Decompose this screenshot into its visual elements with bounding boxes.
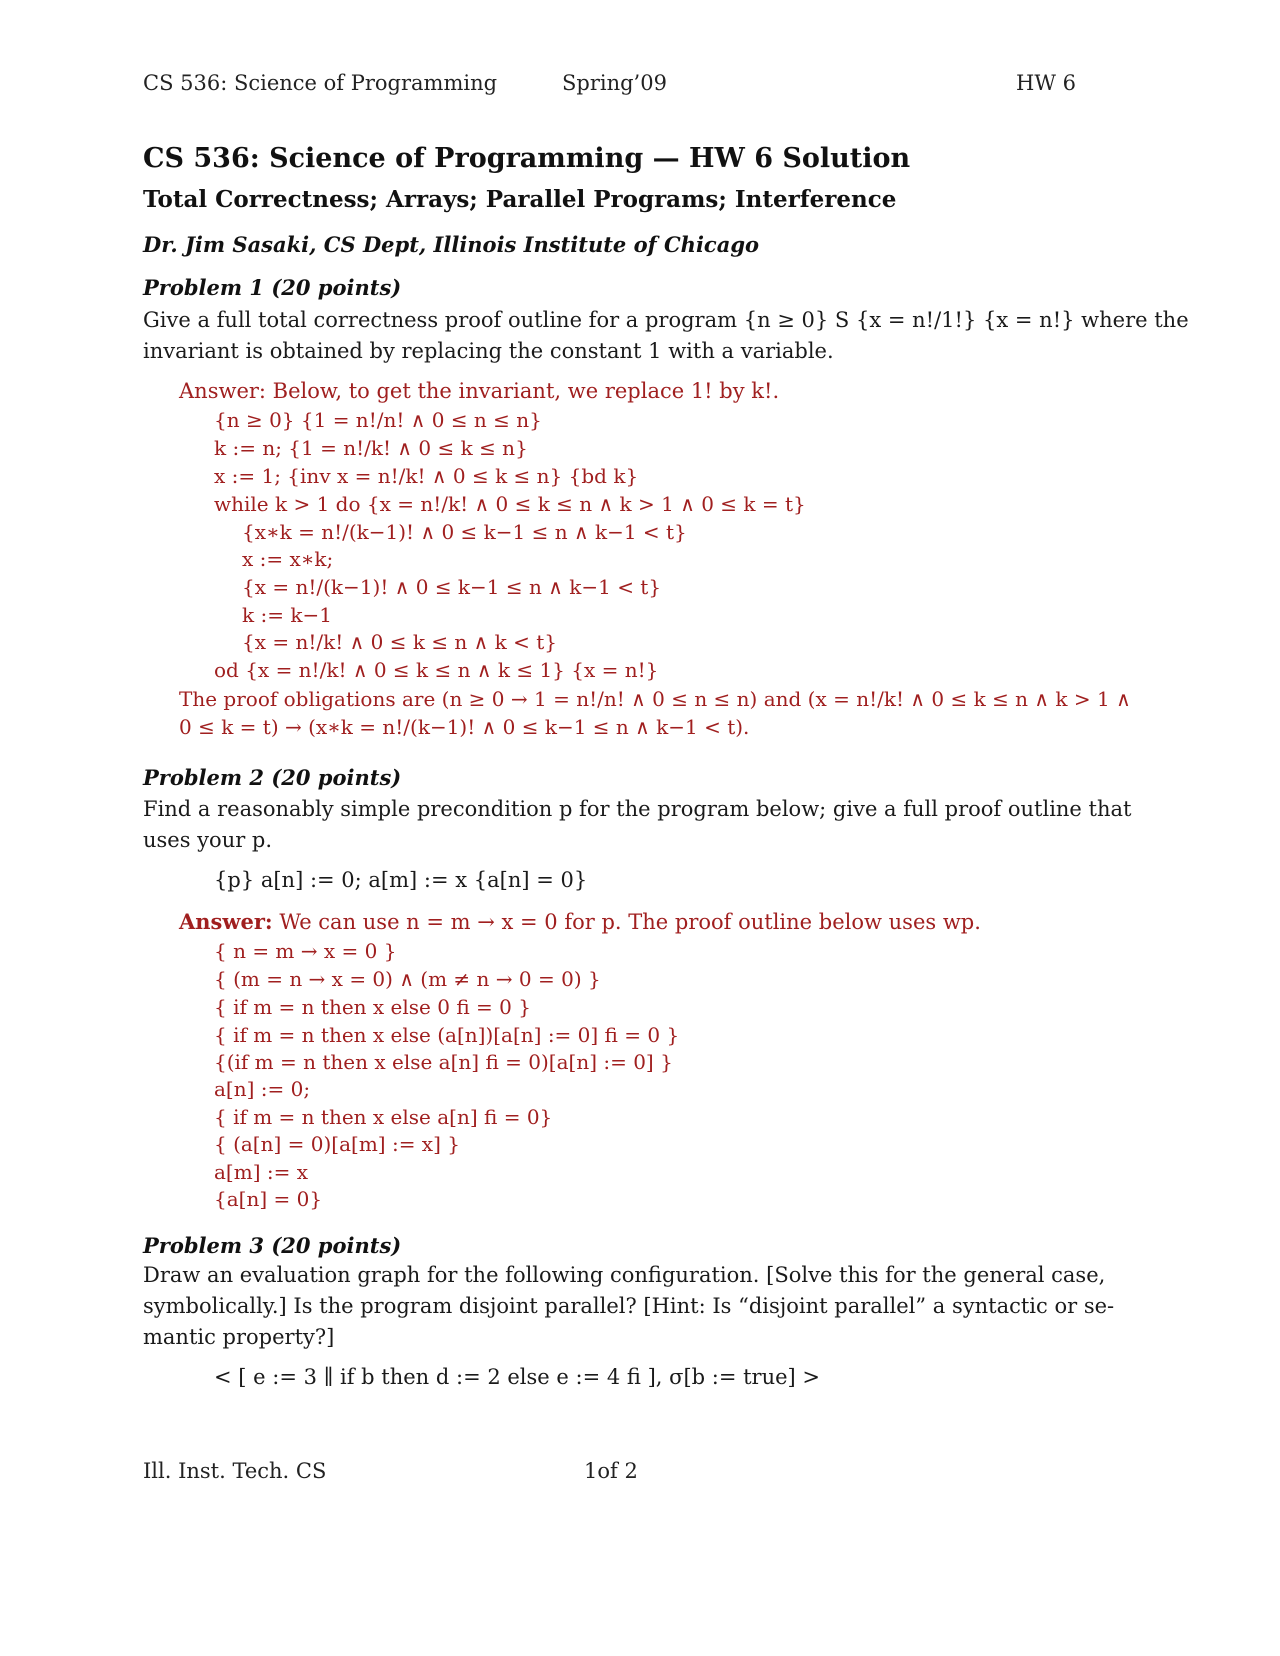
problem3-heading: Problem 3 (20 points) [143, 1233, 402, 1258]
problem2-outline-line: { (a[n] = 0)[a[m] := x] } [214, 1132, 460, 1156]
page-number: 1of 2 [584, 1459, 638, 1483]
problem2-text-line: Find a reasonably simple precondition p for the program below; give a full proof outline that [143, 797, 1132, 821]
problem1-text-line: invariant is obtained by replacing the constant 1 with a variable. [143, 339, 834, 363]
problem1-outline-line: {n ≥ 0} {1 = n!/n! ∧ 0 ≤ n ≤ n} [214, 408, 542, 432]
problem2-outline-line: {(if m = n then x else a[n] fi = 0)[a[n] := 0] } [214, 1050, 673, 1074]
problem1-heading: Problem 1 (20 points) [143, 275, 402, 300]
problem3-text-line: mantic property?] [143, 1325, 335, 1349]
problem2-outline-line: a[n] := 0; [214, 1077, 311, 1101]
problem2-outline-line: { if m = n then x else (a[n])[a[n] := 0] fi = 0 } [214, 1023, 680, 1047]
problem2-text-line: uses your p. [143, 828, 273, 852]
problem2-outline-line: { if m = n then x else a[n] fi = 0} [214, 1105, 553, 1129]
author-line: Dr. Jim Sasaki, CS Dept, Illinois Institute of Chicago [143, 232, 760, 257]
problem1-outline-line: {x∗k = n!/(k−1)! ∧ 0 ≤ k−1 ≤ n ∧ k−1 < t} [242, 520, 687, 544]
problem2-outline-line: { if m = n then x else 0 fi = 0 } [214, 995, 531, 1019]
problem1-obligations-line: The proof obligations are (n ≥ 0 → 1 = n!/n! ∧ 0 ≤ n ≤ n) and (x = n!/k! ∧ 0 ≤ k ≤ n ∧ k > 1 ∧ [179, 687, 1131, 711]
problem2-outline-line: { n = m → x = 0 } [214, 939, 397, 963]
problem1-outline-line: x := x∗k; [242, 547, 334, 571]
problem2-program: {p} a[n] := 0; a[m] := x {a[n] = 0} [214, 868, 588, 892]
problem1-answer-intro: Answer: Below, to get the invariant, we replace 1! by k!. [179, 379, 780, 403]
problem3-configuration: < [ e := 3 ∥ if b then d := 2 else e := 4 fi ], σ[b := true] > [214, 1365, 820, 1389]
problem2-answer-label: Answer: [179, 909, 273, 934]
header-course: CS 536: Science of Programming [143, 71, 498, 95]
page-subtitle: Total Correctness; Arrays; Parallel Programs; Interference [143, 186, 897, 213]
problem2-heading: Problem 2 (20 points) [143, 765, 402, 790]
problem3-text-line: symbolically.] Is the program disjoint parallel? [Hint: Is “disjoint parallel” a syntactic or se- [143, 1294, 1115, 1318]
problem2-outline-line: {a[n] = 0} [214, 1187, 323, 1211]
problem1-outline-line: od {x = n!/k! ∧ 0 ≤ k ≤ n ∧ k ≤ 1} {x = n!} [214, 658, 659, 682]
problem1-text-line: Give a full total correctness proof outline for a program {n ≥ 0} S {x = n!/1!} {x = n!} where the [143, 308, 1189, 332]
problem2-outline-line: { (m = n → x = 0) ∧ (m ≠ n → 0 = 0) } [214, 967, 601, 991]
problem2-answer-text: We can use n = m → x = 0 for p. The proof outline below uses wp. [272, 910, 981, 934]
problem1-outline-line: k := n; {1 = n!/k! ∧ 0 ≤ k ≤ n} [214, 436, 528, 460]
page-title: CS 536: Science of Programming — HW 6 Solution [143, 143, 911, 174]
problem1-outline-line: {x = n!/(k−1)! ∧ 0 ≤ k−1 ≤ n ∧ k−1 < t} [242, 575, 662, 599]
problem1-outline-line: k := k−1 [242, 603, 332, 627]
problem2-answer [179, 909, 981, 934]
problem1-outline-line: while k > 1 do {x = n!/k! ∧ 0 ≤ k ≤ n ∧ k > 1 ∧ 0 ≤ k = t} [214, 492, 806, 516]
problem1-outline-line: {x = n!/k! ∧ 0 ≤ k ≤ n ∧ k < t} [242, 630, 558, 654]
footer-institution: Ill. Inst. Tech. CS [143, 1459, 327, 1483]
problem1-outline-line: x := 1; {inv x = n!/k! ∧ 0 ≤ k ≤ n} {bd k} [214, 464, 639, 488]
header-term: Spring’09 [562, 71, 667, 95]
problem1-obligations-line: 0 ≤ k = t) → (x∗k = n!/(k−1)! ∧ 0 ≤ k−1 ≤ n ∧ k−1 < t). [179, 715, 750, 739]
problem3-text-line: Draw an evaluation graph for the following configuration. [Solve this for the general case, [143, 1263, 1106, 1287]
header-hw: HW 6 [1016, 71, 1076, 95]
problem2-outline-line: a[m] := x [214, 1160, 308, 1184]
